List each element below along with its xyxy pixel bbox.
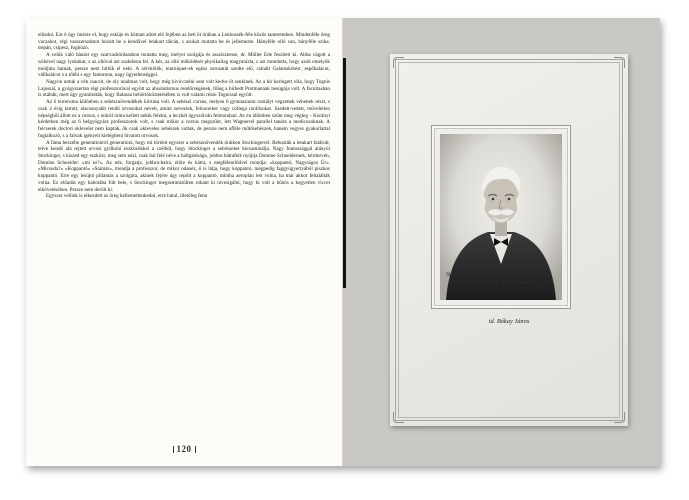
- folio-rule-left: [173, 446, 174, 453]
- paragraph: Egyszer velünk is elkezdett az öreg kellemetlenkedni, erre hátul, illetőleg fenn: [46, 193, 208, 200]
- left-page: [26, 18, 343, 466]
- corner-ornament-icon: [614, 412, 625, 423]
- page-number-text: 120: [176, 444, 192, 454]
- body-text: [38, 32, 330, 438]
- photo-caption: id. Bókay János: [488, 318, 530, 325]
- page-number: [166, 444, 202, 456]
- paragraph: A fáma beszélte generationról generatiora, hogy mi történt egyszer a sebésznövendék óráikon Stockingerrel. Behozták a letakart fatálcát, telve kendő alá rejtett orvosi gyilkoló eszközökkel a czélból, hogy Stockinger a sebészeket kiexaminálja. Nagy fontossággal alányúl Stockinger, s kiszed egy eszközt, meg sem nézi, csak bal felé néve a hallgatósága, jobbra hátrafelé nyújtja Domine Schneidernek, kérdezvén, Domine Schneider: »mi ez?«. Az néz, forgatja, jobbra-balra, előre és hátra, s megfélemlődvel mondja: »koppantó, Nagyságos Úr«. »Micsoda?« »Koppantó« »Stamár«, mondja a professzor, de mikor odanéz, ő is látja, hogy koppantó, mégpedig faggyúgyertyából piszkos koppantó. Erre egy lesújtó pillantás a szolgára, akinek fejére úgy repült a koppantó, mintha aeroplan lett volna, ha már akkor feltalálták volna. Ez előadás egy habotába fúlt bele, s Stockinger megsemmisülten rohant ki invesigálni, hogy ki volt a bűnös a kegyetlen viccet elkövetésében. Persze nem derült ki.: [38, 139, 330, 193]
- photo-card: [390, 54, 628, 426]
- studio-name: CABINET PORTRAIT: [469, 280, 537, 286]
- photo-frame: [431, 125, 571, 309]
- paragraph: A velük való bánást egy szarvasbőrdarabon mutatta meg, melyet szolgája és asszisztense, dr. Müller Ede feszített ki. Abba vágott a szikével nagy lyukakat, s az ollóval azt szabdosta fel. A kés, az olló működését physikailag magyarázta, s azt mondotta, hogy azok emelyük módjára hatnak, persze nem hittük el neki. A sérvkötők, tourniquet-ek egész sorozatát szedte elő, csinált Galamskötést, espőkalácot, vállkalácot s a többi s egy fantomon, nagy ügyetlenséggel.: [38, 52, 330, 79]
- book-spread: [26, 18, 660, 466]
- handwritten-inscription: Stagl: ND. 3 Nyax Jovic · 1880: [446, 272, 519, 278]
- paragraph: Nagyon untuk a vén csacsit, de oly unalmas volt, hogy még kivicczelni sem volt kedve őt senkinek. Az a hír keringett róla, hogy Tognis Lajossal, a gyógyszertan régi professzorával együtt az absolutismus rendőrségének, főleg a hírhedt Protmannak besúgója volt. A facultasban is utálták, mert úgy gyanították, hogy Balassa bebörtönöztetésében is volt valami része Tognissal együtt.: [38, 79, 330, 99]
- page-edge-marker: [343, 58, 346, 288]
- corner-ornament-icon: [393, 412, 404, 423]
- paragraph: előadni. Ezt ő úgy intézte el, hogy esküje és köttant adott elő fejében az heti öt órában a Lenhossék-féle közös tanteremben. Mindenféle öreg vaczakot, régi vasszerszámot hozott be a kendővel letakart tálcán, s azokat mutatta be és jellemezte. Hányféle olló van, hányféle szike, trepán, csipesz, foghúzó.: [38, 32, 330, 52]
- paragraph: Az ő terrerumа különben a sebésznövendékek kiirtása volt. A sebészi cursus, melyen 6 gymnasiumi osztályt végzettek vehettek részt, s csak 4 évig tartott, alacsonyabb rendű orvosokat nevelt, amint neveztek, felcsereket vagy collega rurálisokat. Szedett-vedett, műveletlen népségből állott ez a cursus, s óráról órára kellett nekik felelni, a leczkét úgyszólván felmondani. Az én időmben szűnt meg végleg – Korányi kérdetben még az 6 belgyógyász professzorok volt, s csak mikor a cursus megszűnt, lett Wagnerrel parallel tanára a medicusoknak. A felcserek doctori oklevelet nem kaptak, ők csak okleveles sebészek voltak, de persze nem afféle műtősebészek, hanem vegyes gyakorlattal foglalkozó, s a falvak igényeit kielégíteni hivatott orvosok.: [38, 99, 330, 139]
- corner-ornament-icon: [393, 57, 404, 68]
- studio-address: KLÖSZ GY. BUDAPESTEN: [467, 287, 539, 293]
- folio-rule-right: [195, 446, 196, 453]
- corner-ornament-icon: [614, 57, 625, 68]
- right-page: [343, 18, 660, 466]
